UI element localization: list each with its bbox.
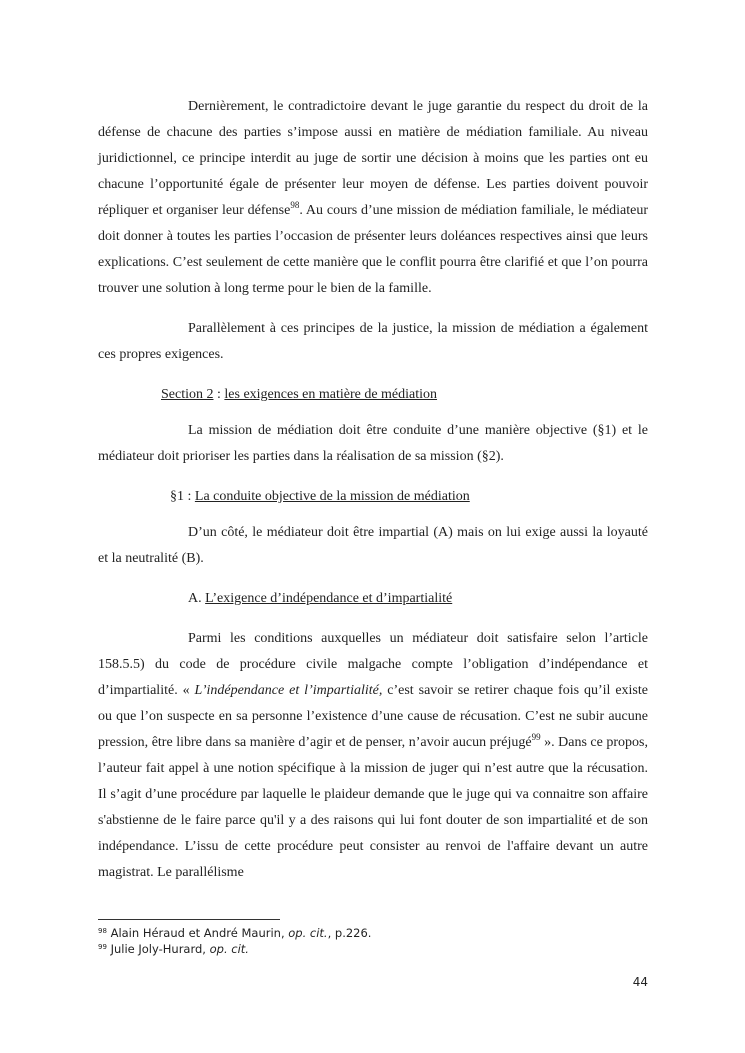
footnotes <box>98 925 648 957</box>
paragraph-impartial: D’un côté, le médiateur doit être impartial (A) mais on lui exige aussi la loyauté et la neutralité (B). <box>98 525 648 566</box>
paragraph-parallelement: Parallèlement à ces principes de la justice, la mission de médiation a également ces propres exigences. <box>98 321 648 362</box>
paragraph-1-heading: §1 : La conduite objective de la mission de médiation <box>170 489 470 504</box>
paragraph-mission: La mission de médiation doit être conduite d’une manière objective (§1) et le médiateur doit prioriser les parties dans la réalisation de sa mission (§2). <box>98 423 648 464</box>
subsection-a-heading: A. L’exigence d’indépendance et d’impartialité <box>188 591 453 606</box>
footnote-98: $^{98}$ Alain Héraud et André Maurin, op. cit., p.226. <box>98 926 372 940</box>
footnote-separator <box>98 919 280 920</box>
body-text <box>98 94 648 886</box>
section-2-heading: Section 2 : les exigences en matière de médiation <box>161 387 438 402</box>
footnote-ref-98: 98 <box>290 200 300 210</box>
footnote-ref-99: 99 <box>531 732 541 742</box>
footnote-99: $^{99}$ Julie Joly-Hurard, op. cit. <box>98 942 249 956</box>
paragraph-conditions: Parmi les conditions auxquelles un médiateur doit satisfaire selon l’article 158.5.5) du code de procédure civile malgache compte l’obligation d’indépendance et d’impartialité. « L’indépendance et l’impartialité, c’est savoir se retirer chaque fois qu’il existe ou que l’on suspecte en sa personne l’existence d’une cause de récusation. C’est ne subir aucune pression, être libre dans sa manière d’agir et de penser, n’avoir aucun préjugé$^{99}$ ». Dans ce propos, l’auteur fait appel à une notion spécifique à la mission de juger qui n’est autre que la récusation. Il s’agit d’une procédure par laquelle le plaideur demande que le juge qui va connaitre son affaire s'abstienne de le faire parce qu'il y a des raisons qui lui font douter de son impartialité et de son indépendance. L’issu de cette procédure peut consister au renvoi de l'affaire devant un autre magistrat. Le parallélisme <box>98 631 648 880</box>
page-number: 44 <box>632 975 648 989</box>
paragraph-contradictoire: Dernièrement, le contradictoire devant le juge garantie du respect du droit de la défense de chacune des parties s’impose aussi en matière de médiation familiale. Au niveau juridictionnel, ce principe interdit au juge de sortir une décision à moins que les parties ont eu chacune l’opportunité égale de présenter leur moyen de défense. Les parties doivent pouvoir répliquer et organiser leur défense$^{98}$. Au cours d’une mission de médiation familiale, le médiateur doit donner à toutes les parties l’occasion de présenter leurs doléances respectives ainsi que leurs explications. C’est seulement de cette manière que le conflit pourra être clarifié et que l’on pourra trouver une solution à long terme pour le bien de la famille. <box>98 99 648 296</box>
